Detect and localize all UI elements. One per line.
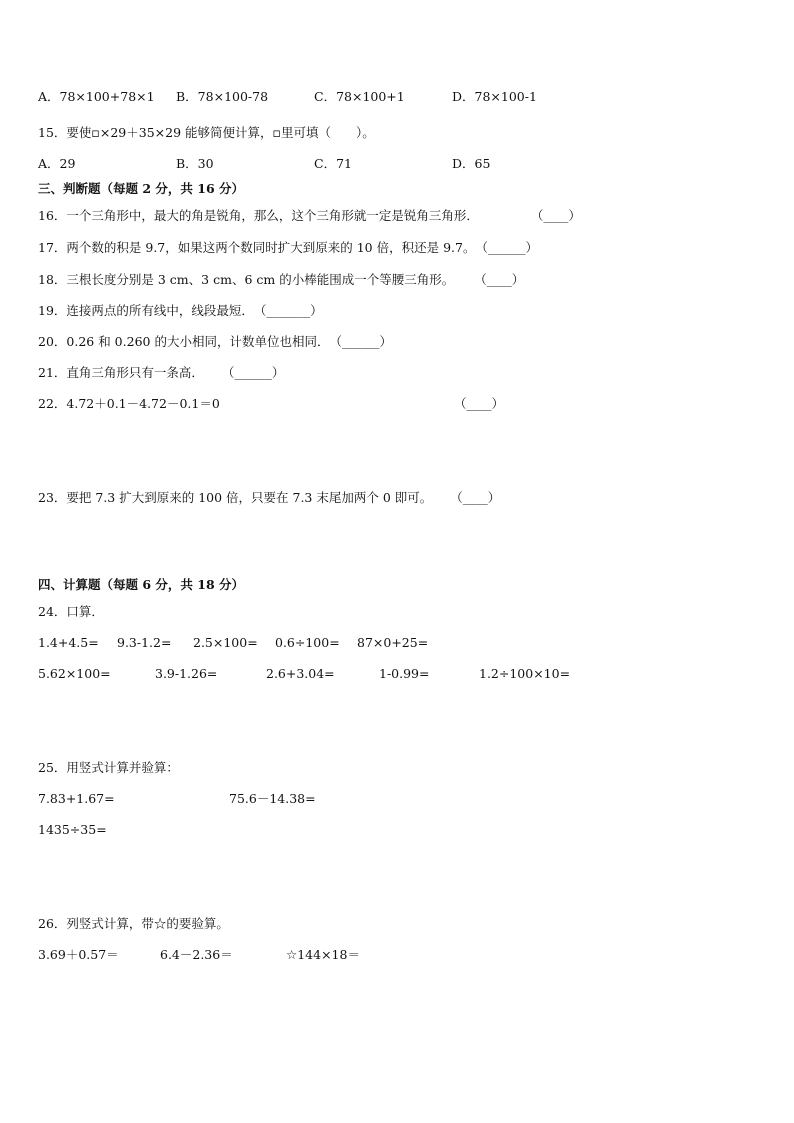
question-17-blank[interactable]: （______） <box>475 240 538 255</box>
question-25-stem: 25．用竖式计算并验算： <box>38 760 179 775</box>
q15-option-c: C．71 <box>314 156 352 171</box>
question-21-text: 21．直角三角形只有一条高． <box>38 365 204 380</box>
question-17 <box>38 240 538 256</box>
question-18 <box>38 272 524 288</box>
question-16-text: 16．一个三角形中，最大的角是锐角，那么，这个三角形就一定是锐角三角形． <box>38 208 479 223</box>
question-19 <box>38 303 323 319</box>
oral-calc-item: 0.6÷100= <box>275 635 340 650</box>
vertical-calc-item: 1435÷35= <box>38 822 107 837</box>
oral-calc-item: 9.3-1.2= <box>117 635 172 650</box>
question-22 <box>38 396 518 412</box>
oral-calc-item: 5.62×100= <box>38 666 111 681</box>
oral-calc-item: 2.6+3.04= <box>266 666 335 681</box>
question-16-blank[interactable]: （____） <box>530 208 581 223</box>
question-23-text: 23．要把 7.3 扩大到原来的 100 倍，只要在 7.3 末尾加两个 0 即可。 <box>38 490 433 505</box>
vertical-calc-item: 75.6－14.38= <box>229 791 316 806</box>
vertical-calc-item: 3.69＋0.57＝ <box>38 947 119 962</box>
q14-option-b: B．78×100-78 <box>176 89 269 104</box>
oral-calc-item: 2.5×100= <box>193 635 258 650</box>
question-22-blank[interactable]: （____） <box>454 396 505 411</box>
vertical-calc-item: ☆144×18＝ <box>286 947 360 962</box>
question-17-text: 17．两个数的积是 9.7，如果这两个数同时扩大到原来的 10 倍，积还是 9.7。 <box>38 240 476 255</box>
question-19-blank[interactable]: （_______） <box>253 303 323 318</box>
oral-calc-item: 3.9-1.26= <box>155 666 218 681</box>
q15-option-d: D．65 <box>452 156 491 171</box>
question-23-blank[interactable]: （____） <box>450 490 501 505</box>
oral-calc-item: 1.2÷100×10= <box>479 666 571 681</box>
question-23 <box>38 490 500 506</box>
q15-stem: 15．要使▫×29＋35×29 能够简便计算，▫里可填（ ）。 <box>38 125 375 140</box>
q15-option-b: B．30 <box>176 156 214 171</box>
question-18-blank[interactable]: （____） <box>474 272 525 287</box>
section4-title: 四、计算题（每题 6 分，共 18 分） <box>38 577 245 592</box>
oral-calc-item: 87×0+25= <box>357 635 429 650</box>
q14-option-a: A．78×100+78×1 <box>38 89 155 104</box>
vertical-calc-item: 6.4－2.36＝ <box>160 947 233 962</box>
question-19-text: 19．连接两点的所有线中，线段最短． <box>38 303 254 318</box>
question-21-blank[interactable]: （______） <box>221 365 285 380</box>
question-22-text: 22．4.72＋0.1－4.72－0.1＝0 <box>38 396 220 411</box>
q15-option-a: A．29 <box>38 156 76 171</box>
question-21 <box>38 365 284 381</box>
question-20-blank[interactable]: （______） <box>329 334 392 349</box>
question-20 <box>38 334 392 350</box>
question-20-text: 20．0.26 和 0.260 的大小相同，计数单位也相同． <box>38 334 330 349</box>
question-16 <box>38 208 581 224</box>
question-26-stem: 26．列竖式计算，带☆的要验算。 <box>38 916 229 931</box>
section3-title: 三、判断题（每题 2 分，共 16 分） <box>38 181 245 196</box>
vertical-calc-item: 7.83+1.67= <box>38 791 115 806</box>
oral-calc-item: 1.4+4.5= <box>38 635 99 650</box>
question-18-text: 18．三根长度分别是 3 cm、3 cm、6 cm 的小棒能围成一个等腰三角形。 <box>38 272 455 287</box>
q14-option-d: D．78×100-1 <box>452 89 537 104</box>
q14-option-c: C．78×100+1 <box>314 89 405 104</box>
oral-calc-item: 1-0.99= <box>379 666 430 681</box>
question-24-stem: 24．口算． <box>38 604 104 619</box>
